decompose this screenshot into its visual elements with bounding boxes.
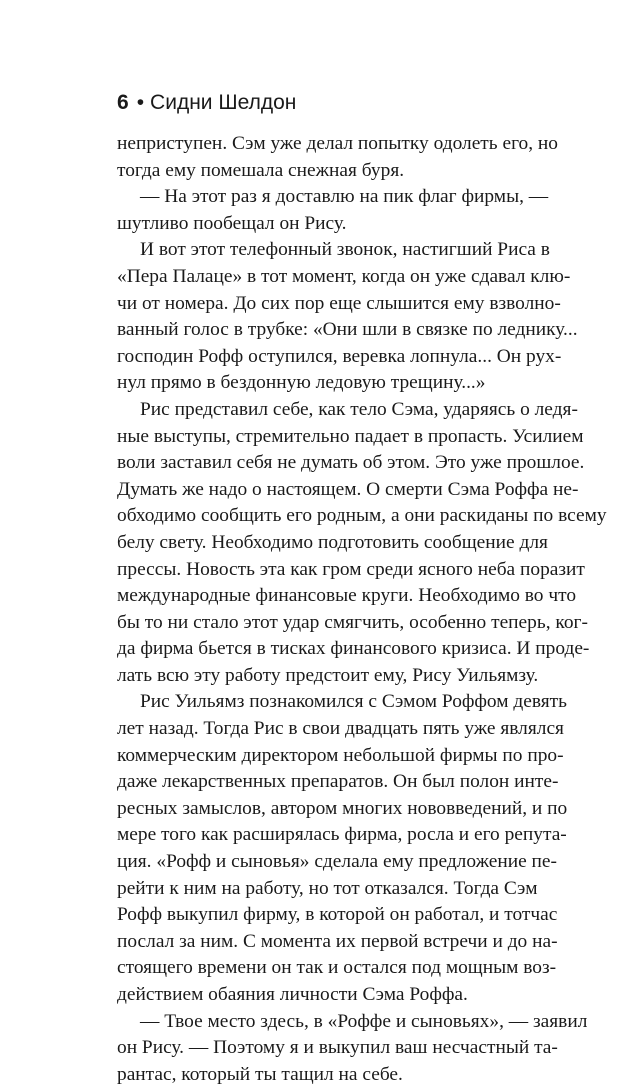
text-line: рейти к ним на работу, но тот отказался. Тогда Сэм <box>117 877 538 899</box>
text-line: послал за ним. С момента их первой встречи и до на- <box>117 930 558 952</box>
text-line: неприступен. Сэм уже делал попытку одолеть его, но <box>117 133 559 154</box>
text-line: действием обаяния личности Сэма Роффа. <box>117 984 468 1005</box>
text-line: международные финансовые круги. Необходимо во что <box>117 585 577 607</box>
author-name: Сидни Шелдон <box>150 91 297 114</box>
page-number: 6 <box>117 91 129 114</box>
text-line: Рис представил себе, как тело Сэма, ударяясь о ледя- <box>140 398 578 420</box>
text-line: лать всю эту работу предстоит ему, Рису Уильямзу. <box>117 664 539 686</box>
text-line: ресных замыслов, автором многих нововведений, и по <box>117 797 568 819</box>
text-line: коммерческим директором небольшой фирмы по про- <box>117 744 564 766</box>
text-line: «Пера Палаце» в тот момент, когда он уже сдавал клю- <box>117 265 571 287</box>
text-line: даже лекарственных препаратов. Он был полон инте- <box>117 771 559 793</box>
text-line: воли заставил себя не думать об этом. Это уже прошлое. <box>117 452 585 474</box>
text-line: бы то ни стало этот удар смягчить, особенно теперь, ког- <box>117 611 588 633</box>
text-line: — На этот раз я доставлю на пик флаг фирмы, — <box>140 186 549 208</box>
text-line: нул прямо в бездонную ледовую трещину...» <box>117 372 486 394</box>
text-line: Думать же надо о настоящем. О смерти Сэма Роффа не- <box>117 478 579 500</box>
text-line: ция. «Рофф и сыновья» сделала ему предложение пе- <box>117 851 557 873</box>
text-line: ные выступы, стремительно падает в пропасть. Усилием <box>117 425 584 447</box>
body-text <box>117 131 607 1088</box>
text-line: лет назад. Тогда Рис в свои двадцать пять уже являлся <box>117 718 564 740</box>
bullet-separator: • <box>136 91 145 114</box>
text-line: обходимо сообщить его родным, а они раскиданы по всему <box>117 505 607 527</box>
text-line: стоящего времени он так и остался под мощным воз- <box>117 957 557 979</box>
running-head <box>117 90 296 116</box>
text-line: белу свету. Необходимо подготовить сообщение для <box>117 531 548 553</box>
text-line: прессы. Новость эта как гром среди ясного неба поразит <box>117 558 585 580</box>
text-line: господин Рофф оступился, веревка лопнула... Он рух- <box>117 345 562 367</box>
text-line: мере того как расширялась фирма, росла и его репута- <box>117 824 567 846</box>
text-line: И вот этот телефонный звонок, настигший Риса в <box>140 239 550 261</box>
text-line: тогда ему помешала снежная буря. <box>117 159 405 181</box>
text-line: Рофф выкупил фирму, в которой он работал, и тотчас <box>117 904 558 926</box>
text-line: да фирма бьется в тисках финансового кризиса. И проде- <box>117 638 590 660</box>
text-line: Рис Уильямз познакомился с Сэмом Роффом девять <box>140 691 567 713</box>
text-line: — Твое место здесь, в «Роффе и сыновьях», — заявил <box>140 1010 588 1032</box>
text-line: чи от номера. До сих пор еще слышится ему взволно- <box>117 292 561 314</box>
text-line: шутливо пообещал он Рису. <box>117 212 347 234</box>
text-line: он Рису. — Поэтому я и выкупил ваш несчастный та- <box>117 1037 558 1059</box>
text-line: рантас, который ты тащил на себе. <box>117 1063 403 1085</box>
text-line: ванный голос в трубке: «Они шли в связке по леднику... <box>117 319 578 341</box>
